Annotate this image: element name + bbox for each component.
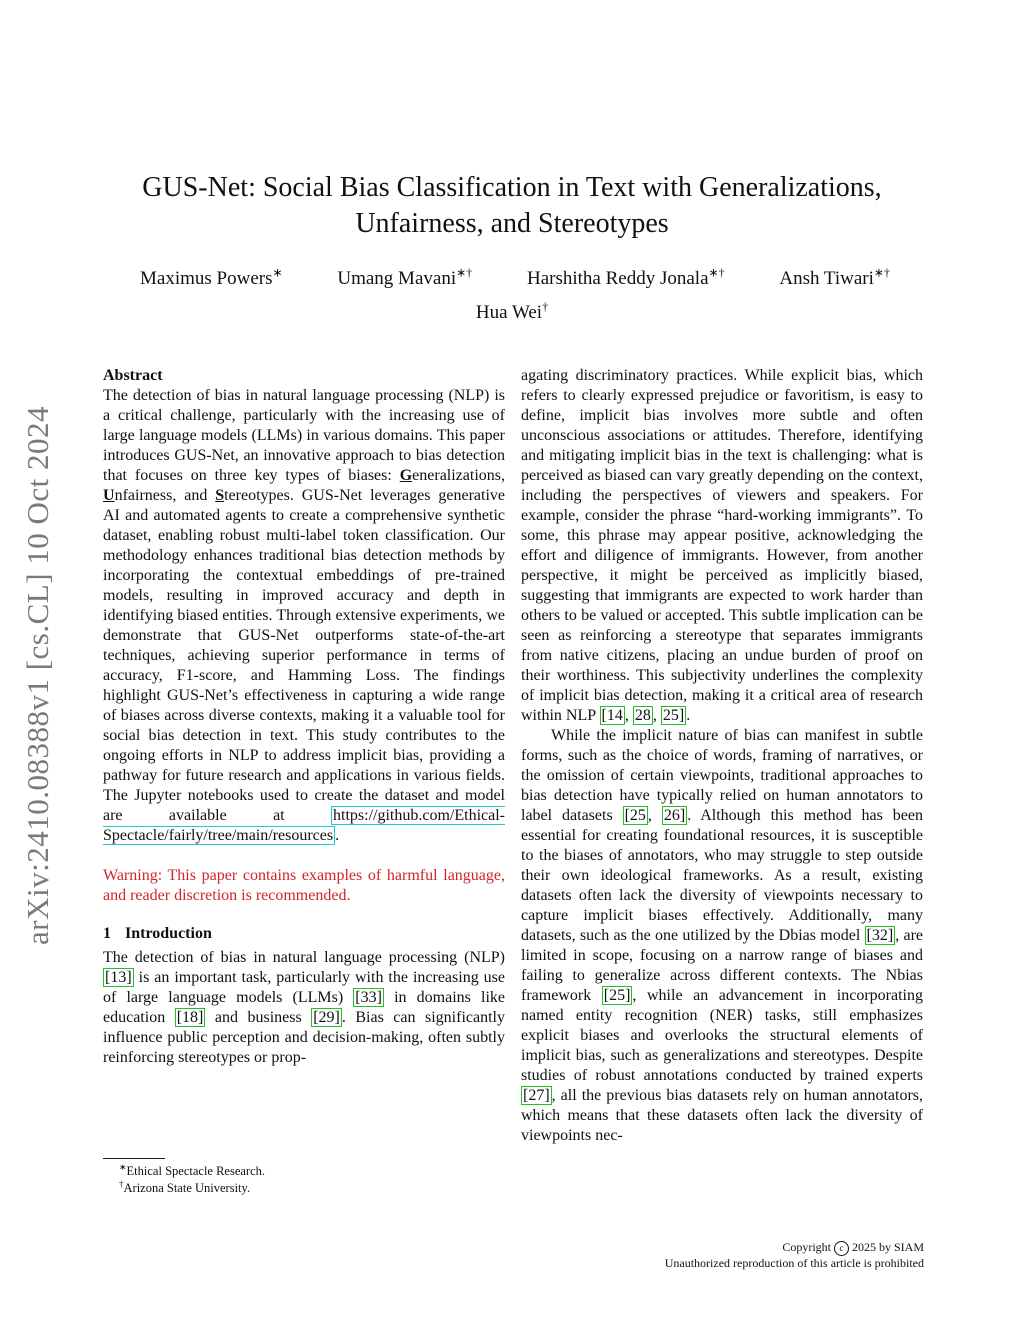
citation-link[interactable]: [27] (523, 1087, 550, 1104)
author: Ansh Tiwari∗† (779, 265, 890, 289)
citation-link[interactable]: [13] (105, 969, 132, 986)
citation-link[interactable]: [32] (866, 927, 894, 944)
citation-link[interactable]: 25] (662, 707, 685, 724)
introduction-paragraph: The detection of bias in natural language processing (NLP) [13] is an important task, particularly with the increasing use of large language models (LLMs) [33] in domains like education [18] and business [29] . Bias can significantly influence public perception and decision-making, often subtly reinforcing stereotypes or prop- (103, 949, 506, 1066)
citation-link[interactable]: 28 (634, 707, 651, 724)
section-heading-introduction: 1 Introduction (103, 925, 212, 942)
copyright-notice: Copyright c 2025 by SIAM Unauthorized reproduction of this article is prohibited (664, 1240, 924, 1270)
footnotes (103, 1158, 505, 1197)
title-line-2: Unfairness, and Stereotypes (355, 208, 669, 239)
title-line-1: GUS-Net: Social Bias Classification in Text with Generalizations, (142, 172, 882, 203)
footnote: ∗Ethical Spectacle Research. (119, 1161, 266, 1178)
paper-title (100, 170, 924, 242)
abstract-heading: Abstract (103, 367, 163, 384)
citation-link[interactable]: [25] (603, 987, 631, 1004)
citation-link[interactable]: [33] (355, 989, 382, 1006)
footnote: †Arizona State University. (119, 1178, 251, 1195)
content-warning: Warning: This paper contains examples of harmful language, and reader discretion is recommended. (103, 867, 505, 904)
citation-link[interactable]: [14 (601, 707, 623, 724)
citation-link[interactable]: [29] (313, 1009, 340, 1026)
citation-link[interactable]: [25 (624, 807, 646, 824)
copyright-icon: c (834, 1241, 849, 1256)
citation-link[interactable]: 26] (663, 807, 686, 824)
author-list (100, 264, 924, 328)
body-paragraph: While the implicit nature of bias can manifest in subtle forms, such as the choice of words, framing of narratives, or the omission of certain viewpoints, traditional approaches to bias detection have typically relied on human annotators to label datasets [25 , 26] . Although this method has been essential for creating foundational resources, it is susceptible to the biases of annotators, who may struggle to step outside their own ideological frameworks. As a result, existing datasets often lack the diversity of viewpoints necessary to capture implicit biases effectively. Additionally, many datasets, such as the one utilized by the Dbias model [32] , are limited in scope, focusing on a narrow range of biases and failing to generalize across different contexts. The Nbias framework [25] , while an advancement in incorporating named entity recognition (NER) tasks, still emphasizes explicit biases and overlooks the structural elements of implicit bias, such as generalizations and stereotypes. Despite studies of robust annotations conducted by trained experts [27] , all the previous bias datasets rely on human annotators, which means that these datasets often lack the diversity of viewpoints nec- (521, 727, 924, 1144)
author: Harshitha Reddy Jonala∗† (527, 265, 725, 289)
citation-link[interactable]: [18] (176, 1009, 204, 1026)
abstract-text: The detection of bias in natural language processing (NLP) is a critical challenge, particularly with the increasing use of large language models (LLMs) in various domains. This paper introduces GUS-Net, an innovative approach to bias detection that focuses on three key types of biases: Generalizations, Unfairness, and Stereotypes. GUS-Net leverages generative AI and automated agents to create a comprehensive synthetic dataset, enabling robust multi-label token classification. Our methodology enhances traditional bias detection methods by incorporating the contextual embeddings of pre-trained models, resulting in improved accuracy and depth in identifying biased entities. Through extensive experiments, we demonstrate that GUS-Net outperforms state-of-the-art techniques, achieving superior performance in terms of accuracy, F1-score, and Hamming Loss. The findings highlight GUS-Net’s effectiveness in capturing a wide range of biases across diverse contexts, making it a valuable tool for social bias detection in text. This study contributes to the ongoing efforts in NLP to address implicit bias, providing a pathway for future research and applications in various fields. The Jupyter notebooks used to create the dataset and model are available at https://github.com/Ethical-Spectacle/fairly/tree/main/resources . (103, 387, 505, 844)
author: Umang Mavani∗† (337, 265, 473, 289)
author: Hua Wei† (475, 299, 549, 323)
body-paragraph: agating discriminatory practices. While explicit bias, which refers to clearly expressed prejudice or favoritism, is easy to define, implicit bias involves more subtle and often unconscious associations or attitudes. Therefore, identifying and mitigating implicit bias in the text is challenging: what is perceived as biased can vary greatly depending on the context, including the perspectives of viewers and speakers. For example, consider the phrase “hard-working immigrants”. To some, this phrase may appear positive, acknowledging the effort and diligence of immigrants. However, from another perspective, it might be perceived as implicitly biased, suggesting that immigrants are expected to work harder than others to be valued or accepted. This subtle implication can be seen as reinforcing a stereotype that separates immigrants from native citizens, placing an undue burden of proof on their worthiness. This subjectivity underlines the complexity of implicit bias detection, making it a critical area of research within NLP [14 , 28 , 25] . (521, 367, 923, 724)
arxiv-identifier: arXiv:2410.08388v1 [cs.CL] 10 Oct 2024 (20, 405, 55, 945)
author: Maximus Powers∗ (140, 265, 283, 289)
right-column (521, 366, 923, 1146)
left-column (103, 366, 505, 1068)
footnote-rule (103, 1158, 165, 1159)
github-resources-link[interactable]: https://github.com/Ethical-Spectacle/fairly/tree/main/resources (103, 807, 505, 844)
